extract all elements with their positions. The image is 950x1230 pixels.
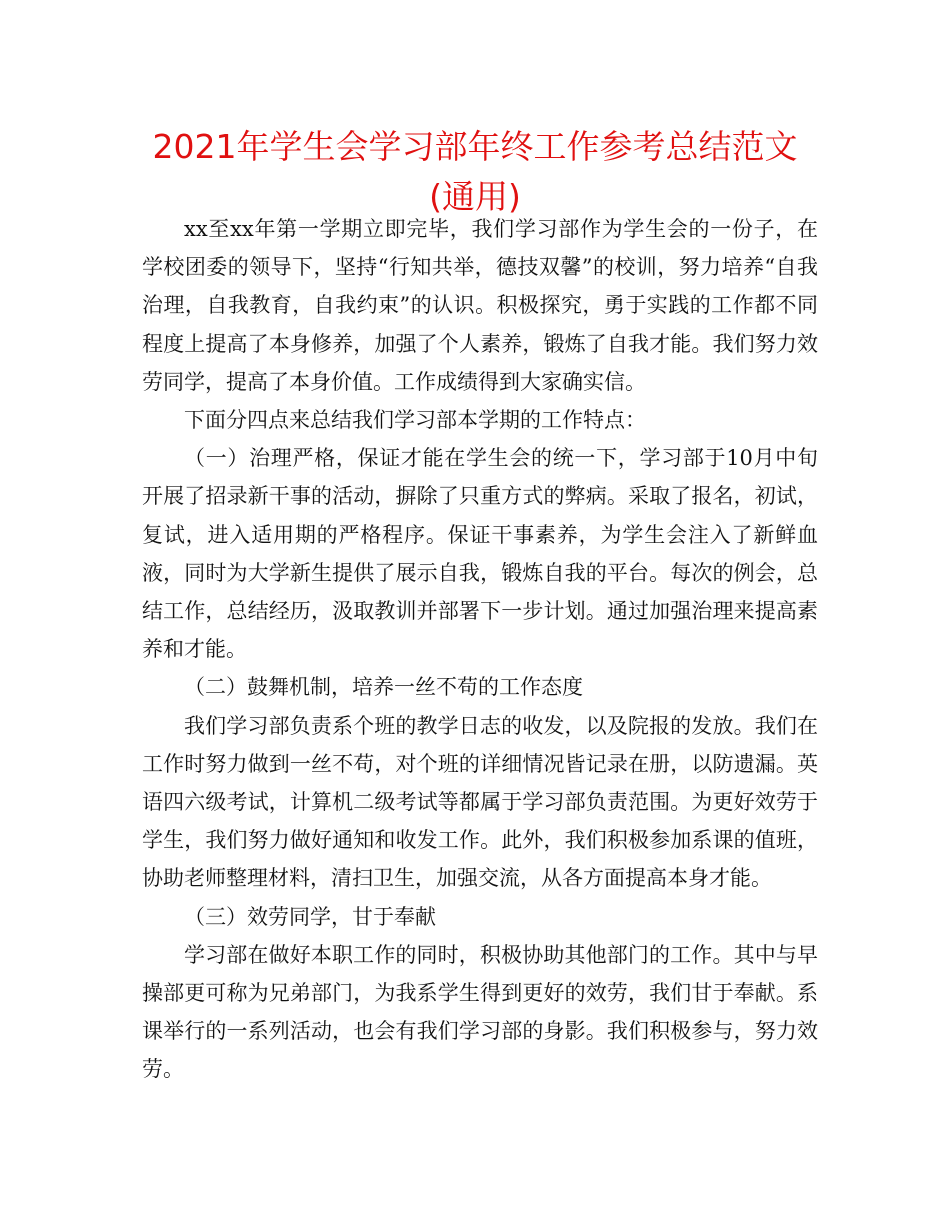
section-heading-3: （三）效劳同学，甘于奉献 bbox=[184, 904, 436, 929]
paragraph-intro: xx至xx年第一学期立即完毕，我们学习部作为学生会的一份子，在学校团委的领导下，坚持“行知共举，德技双馨”的校训，努力培养“自我治理，自我教育，自我约束”的认识。积极探究，勇于实践的工作都不同程度上提高了本身修养，加强了个人素养，锻炼了自我才能。我们努力效劳同学，提高了本身价值。工作成绩得到大家确实信。 bbox=[142, 217, 818, 394]
paragraph-section-3: 学习部在做好本职工作的同时，积极协助其他部门的工作。其中与早操部更可称为兄弟部门，为我系学生得到更好的效劳，我们甘于奉献。系课举行的一系列活动，也会有我们学习部的身影。我们积极参与，努力效劳。 bbox=[142, 942, 818, 1082]
section-heading-2: （二）鼓舞机制，培养一丝不苟的工作态度 bbox=[184, 675, 583, 700]
paragraph-section-1: （一）治理严格，保证才能在学生会的统一下，学习部于10月中旬开展了招录新干事的活动，摒除了只重方式的弊病。采取了报名，初试，复试，进入适用期的严格程序。保证干事素养，为学生会注入了新鲜血液，同时为大学新生提供了展示自我，锻炼自我的平台。每次的例会，总结工作，总结经历，汲取教训并部署下一步计划。通过加强治理来提高素养和才能。 bbox=[142, 446, 818, 662]
document-title-suffix: (通用) bbox=[429, 177, 521, 216]
paragraph-overview: 下面分四点来总结我们学习部本学期的工作特点： bbox=[184, 408, 646, 433]
paragraph-section-2: 我们学习部负责系个班的教学日志的收发，以及院报的发放。我们在工作时努力做到一丝不苟，对个班的详细情况皆记录在册，以防遗漏。英语四六级考试，计算机二级考试等都属于学习部负责范围。为更好效劳于学生，我们努力做好通知和收发工作。此外，我们积极参加系课的值班，协助老师整理材料，清扫卫生，加强交流，从各方面提高本身才能。 bbox=[142, 713, 818, 891]
document-title: 2021年学生会学习部年终工作参考总结范文 bbox=[152, 127, 798, 166]
document-body bbox=[142, 210, 818, 1089]
